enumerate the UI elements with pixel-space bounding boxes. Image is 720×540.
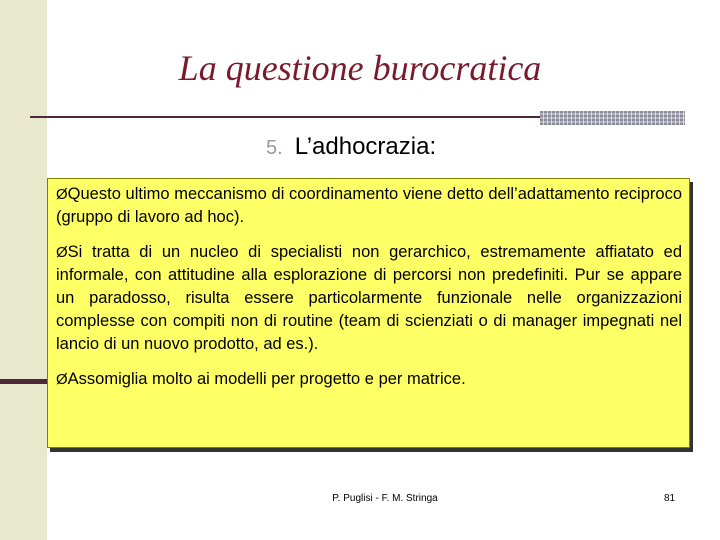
title-underline [30, 116, 540, 118]
page-number: 81 [664, 493, 676, 504]
bullet-paragraph-2 [56, 241, 682, 356]
left-band-accent [0, 379, 47, 384]
slide-title: La questione burocratica [178, 48, 542, 88]
content-box [47, 178, 690, 448]
arrow-bullet-icon: Ø [56, 371, 68, 388]
subheading-number: 5. [266, 137, 283, 159]
footer-author: P. Puglisi - F. M. Stringa [332, 493, 438, 504]
title-underline-pattern [540, 111, 685, 125]
bullet-paragraph-1 [56, 183, 682, 229]
bullet-paragraph-3 [56, 368, 682, 391]
arrow-bullet-icon: Ø [56, 186, 68, 203]
bullet-text: Si tratta di un nucleo di specialisti non gerarchico, estremamente affiatato ed informale, con attitudine alla esplorazione di percorsi non predefiniti. Pur se appare un paradosso, risulta essere particolarmente funzionale nelle organizzazioni complesse con compiti non di routine (team di scienziati o di manager impegnati nel lancio di un nuovo prodotto, ad es.). [56, 243, 682, 353]
bullet-text: Assomiglia molto ai modelli per progetto e per matrice. [67, 370, 466, 388]
arrow-bullet-icon: Ø [56, 244, 68, 261]
subheading [266, 133, 436, 161]
subheading-text: L’adhocrazia: [294, 133, 437, 160]
bullet-text: Questo ultimo meccanismo di coordinamento viene detto dell’adattamento reciproco (gruppo di lavoro ad hoc). [56, 185, 682, 226]
